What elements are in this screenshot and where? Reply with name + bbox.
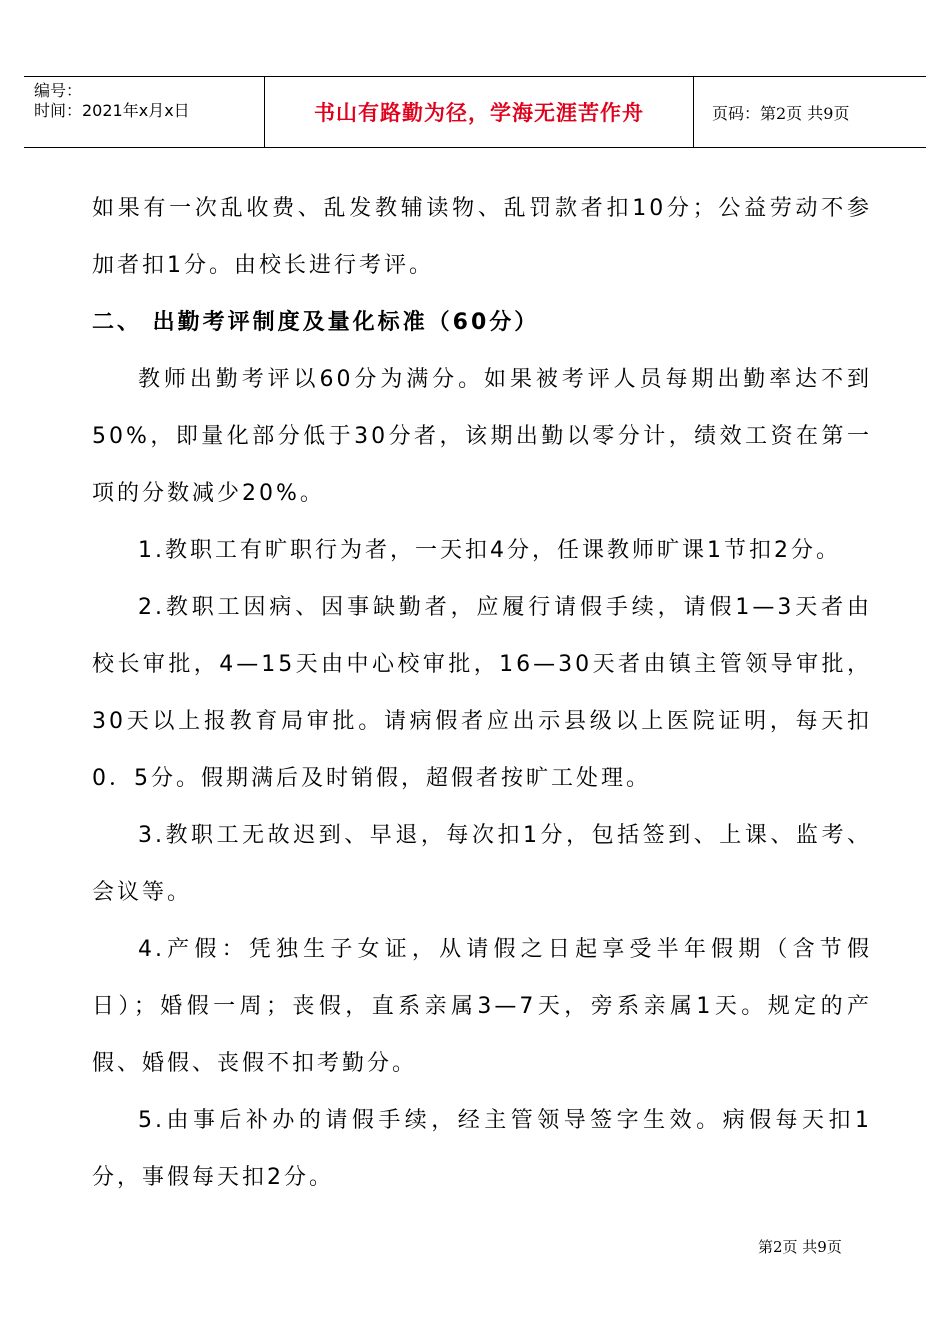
list-item: 3.教职工无故迟到、早退，每次扣1分，包括签到、上课、监考、会议等。	[92, 823, 872, 905]
document-time-label: 时间：2021年x月x日	[34, 101, 190, 120]
document-number-label: 编号：	[34, 81, 83, 100]
list-item: 1.教职工有旷职行为者，一天扣4分，任课教师旷课1节扣2分。	[138, 538, 841, 563]
section-heading: 二、 出勤考评制度及量化标准（60分）	[92, 310, 540, 335]
header-meta	[34, 81, 190, 121]
paragraph: 如果有一次乱收费、乱发教辅读物、乱罚款者扣10分；公益劳动不参加者扣1分。由校长进行考评。	[92, 196, 872, 278]
page-header	[24, 76, 926, 148]
header-motto: 书山有路勤为径，学海无涯苦作舟	[264, 77, 694, 147]
document-body	[92, 180, 872, 1206]
page-footer: 第2页 共9页	[758, 1238, 842, 1256]
list-item: 5.由事后补办的请假手续，经主管领导签字生效。病假每天扣1分，事假每天扣2分。	[92, 1108, 872, 1190]
header-page-info: 页码：第2页 共9页	[712, 103, 850, 123]
list-item: 4.产假：凭独生子女证，从请假之日起享受半年假期（含节假日）；婚假一周；丧假，直系亲属3—7天，旁系亲属1天。规定的产假、婚假、丧假不扣考勤分。	[92, 937, 872, 1076]
list-item: 2.教职工因病、因事缺勤者，应履行请假手续，请假1—3天者由校长审批，4—15天由中心校审批，16—30天者由镇主管领导审批，30天以上报教育局审批。请病假者应出示县级以上医院证明，每天扣0．5分。假期满后及时销假，超假者按旷工处理。	[92, 595, 872, 791]
paragraph: 教师出勤考评以60分为满分。如果被考评人员每期出勤率达不到50%，即量化部分低于30分者，该期出勤以零分计，绩效工资在第一项的分数减少20%。	[92, 367, 872, 506]
